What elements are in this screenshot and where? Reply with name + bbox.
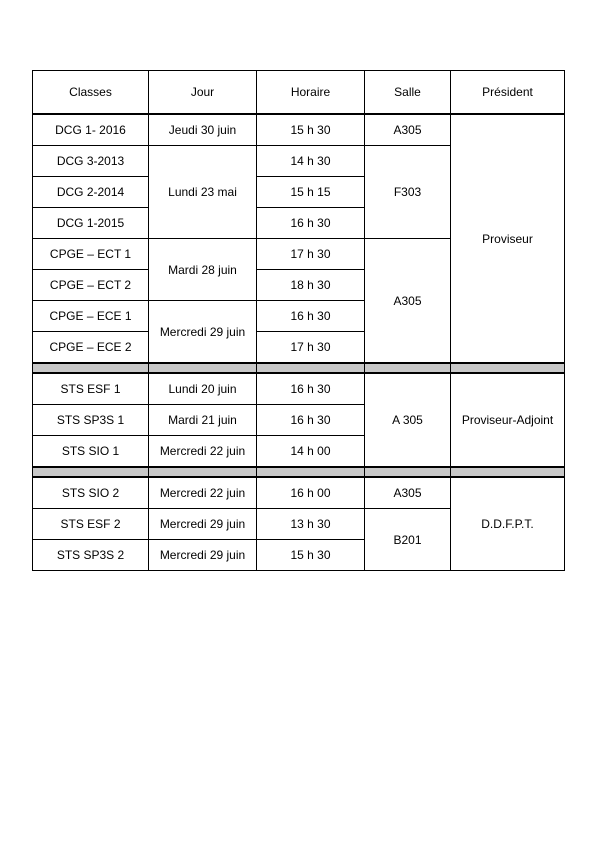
time-cell: 18 h 30 xyxy=(257,270,365,301)
group-separator xyxy=(33,363,565,373)
class-cell: DCG 1-2015 xyxy=(33,208,149,239)
class-cell: DCG 2-2014 xyxy=(33,177,149,208)
class-cell: STS SIO 2 xyxy=(33,477,149,509)
time-cell: 16 h 30 xyxy=(257,301,365,332)
header-jour: Jour xyxy=(149,71,257,115)
room-cell: A305 xyxy=(365,477,451,509)
class-cell: STS ESF 1 xyxy=(33,373,149,405)
class-cell: DCG 3-2013 xyxy=(33,146,149,177)
day-cell: Mercredi 22 juin xyxy=(149,436,257,468)
class-cell: CPGE – ECT 1 xyxy=(33,239,149,270)
time-cell: 17 h 30 xyxy=(257,332,365,364)
group-separator xyxy=(33,467,565,477)
table-row xyxy=(33,373,565,405)
class-cell: DCG 1- 2016 xyxy=(33,114,149,146)
day-cell: Mercredi 29 juin xyxy=(149,540,257,571)
time-cell: 14 h 00 xyxy=(257,436,365,468)
day-cell: Mardi 21 juin xyxy=(149,405,257,436)
room-cell: A305 xyxy=(365,239,451,364)
room-cell: B201 xyxy=(365,509,451,571)
header-salle: Salle xyxy=(365,71,451,115)
time-cell: 15 h 15 xyxy=(257,177,365,208)
class-cell: CPGE – ECE 2 xyxy=(33,332,149,364)
president-cell: D.D.F.P.T. xyxy=(451,477,565,571)
table-row xyxy=(33,114,565,146)
day-cell: Mercredi 29 juin xyxy=(149,301,257,364)
time-cell: 16 h 00 xyxy=(257,477,365,509)
day-cell: Mercredi 29 juin xyxy=(149,509,257,540)
table-row xyxy=(33,477,565,509)
day-cell: Lundi 20 juin xyxy=(149,373,257,405)
day-cell: Mercredi 22 juin xyxy=(149,477,257,509)
class-cell: STS SIO 1 xyxy=(33,436,149,468)
time-cell: 16 h 30 xyxy=(257,405,365,436)
day-cell: Mardi 28 juin xyxy=(149,239,257,301)
day-cell: Lundi 23 mai xyxy=(149,146,257,239)
time-cell: 15 h 30 xyxy=(257,540,365,571)
header-president: Président xyxy=(451,71,565,115)
president-cell: Proviseur-Adjoint xyxy=(451,373,565,467)
class-cell: CPGE – ECT 2 xyxy=(33,270,149,301)
room-cell: A 305 xyxy=(365,373,451,467)
header-horaire: Horaire xyxy=(257,71,365,115)
time-cell: 14 h 30 xyxy=(257,146,365,177)
time-cell: 17 h 30 xyxy=(257,239,365,270)
president-cell: Proviseur xyxy=(451,114,565,363)
room-cell: F303 xyxy=(365,146,451,239)
class-cell: CPGE – ECE 1 xyxy=(33,301,149,332)
day-cell: Jeudi 30 juin xyxy=(149,114,257,146)
class-cell: STS SP3S 1 xyxy=(33,405,149,436)
header-row xyxy=(33,71,565,115)
class-cell: STS ESF 2 xyxy=(33,509,149,540)
exam-schedule-table xyxy=(32,70,565,571)
time-cell: 16 h 30 xyxy=(257,208,365,239)
class-cell: STS SP3S 2 xyxy=(33,540,149,571)
header-classes: Classes xyxy=(33,71,149,115)
time-cell: 15 h 30 xyxy=(257,114,365,146)
room-cell: A305 xyxy=(365,114,451,146)
time-cell: 16 h 30 xyxy=(257,373,365,405)
time-cell: 13 h 30 xyxy=(257,509,365,540)
